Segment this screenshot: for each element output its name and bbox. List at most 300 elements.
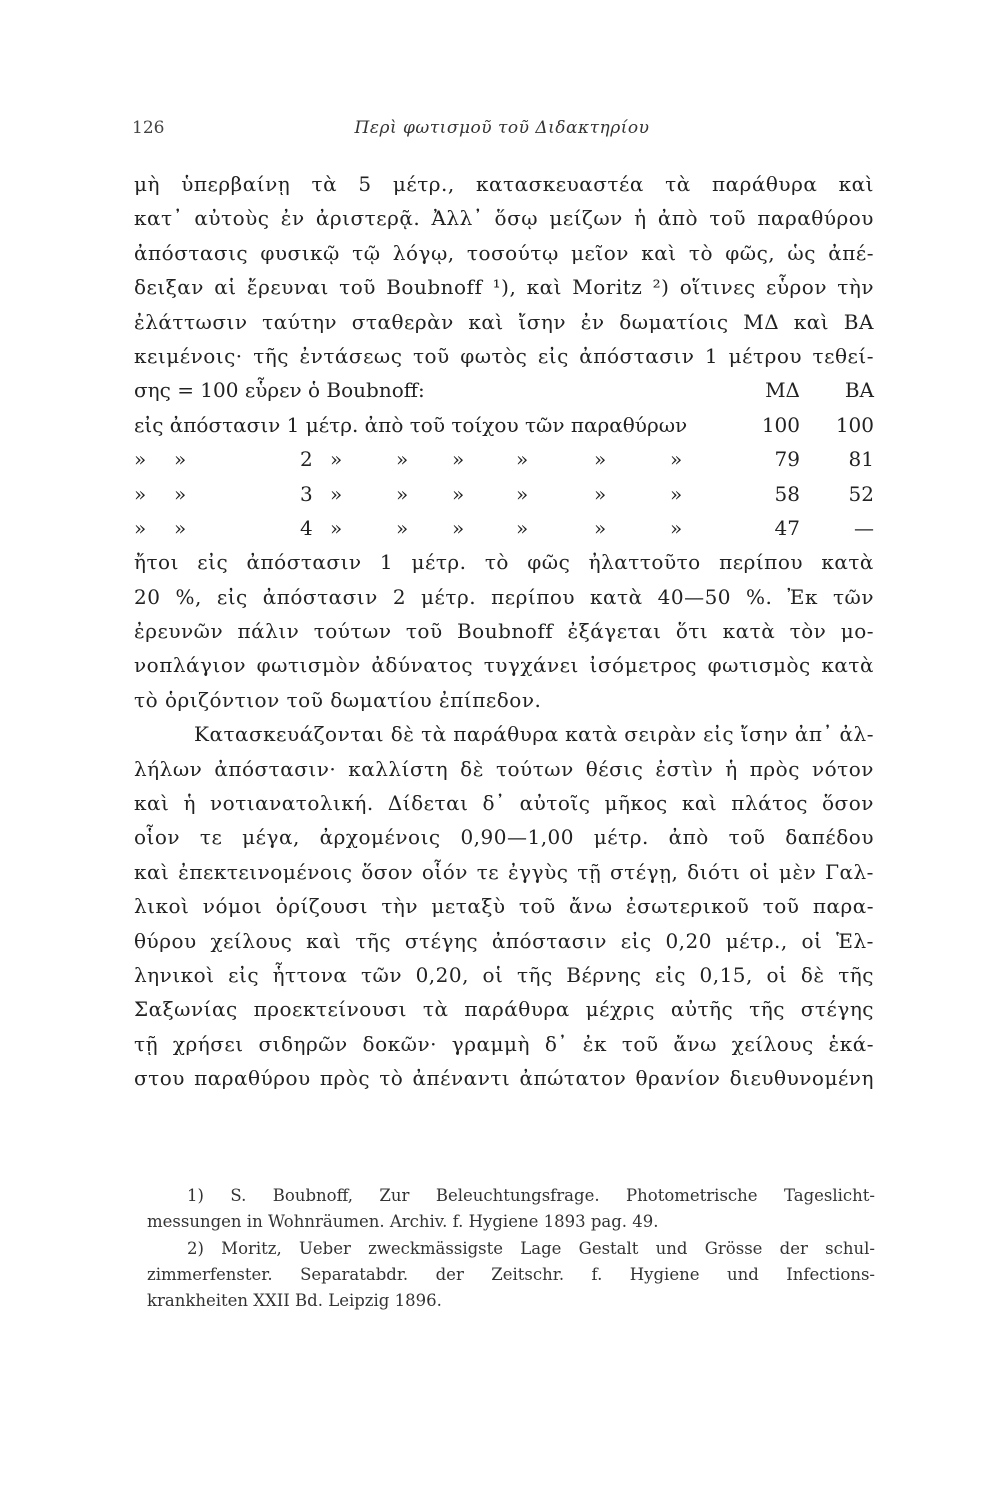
word: πλάτος — [731, 791, 808, 816]
word: τε — [476, 859, 500, 884]
word: Lage — [520, 1238, 562, 1258]
word: καὶ — [306, 928, 342, 953]
word: τυγχάνει — [483, 653, 579, 678]
word: ἐξάγεται — [567, 619, 662, 644]
word: ἰσόμετρος — [589, 653, 697, 678]
word: 1 — [704, 343, 719, 368]
word: Moritz, — [221, 1238, 282, 1258]
text-line: τὸ ὁριζόντιον τοῦ δωματίου ἐπίπεδον. — [134, 687, 542, 712]
word: θύρου — [134, 928, 197, 953]
word: μείζων — [549, 206, 623, 231]
value-va: — — [854, 515, 874, 540]
text-line — [134, 1061, 874, 1095]
ditto-mark: » — [594, 481, 607, 506]
table-row — [134, 408, 874, 442]
ditto-mark: » — [452, 447, 465, 472]
word: κατὰ — [821, 653, 874, 678]
body-text — [134, 167, 874, 1096]
word: τὸ — [484, 550, 509, 575]
word: Ἑλ- — [836, 928, 874, 953]
word: ἴσην — [740, 722, 789, 747]
word: παράθυρα — [464, 997, 570, 1022]
word: δωματίοις — [619, 309, 729, 334]
word: δὲ — [800, 962, 825, 987]
word: δὲ — [460, 756, 484, 781]
footnote-line — [147, 1262, 875, 1288]
word: παρα- — [812, 894, 874, 919]
distance-value: 3 — [300, 481, 313, 506]
word: μέτρ. — [411, 550, 467, 575]
word: ἐκ — [582, 1031, 607, 1056]
word: ἡ — [183, 791, 196, 816]
word: ἐσωτερικοῦ — [625, 894, 750, 919]
word: Zeitschr. — [491, 1264, 565, 1284]
word: στέγῃ, — [610, 859, 679, 884]
word: ἀπώτατον — [519, 1066, 627, 1091]
word: der — [435, 1264, 464, 1284]
ditto-mark: » — [330, 515, 343, 540]
word: ἐλάττωσιν — [134, 309, 248, 334]
word: περίπου — [719, 550, 804, 575]
word: φωτισμὸν — [256, 653, 361, 678]
text-line — [134, 889, 874, 923]
word: τῷ — [352, 240, 381, 265]
word: ἀπόστασιν — [579, 343, 695, 368]
word: παράθυρα — [711, 172, 818, 196]
word: οἱ — [766, 962, 788, 987]
word: 1 — [379, 550, 394, 575]
word: 2) — [187, 1238, 204, 1258]
word: ὅσον — [361, 859, 414, 884]
word: μῆκος — [604, 791, 668, 816]
word: καὶ — [793, 309, 830, 334]
text-line — [134, 1027, 874, 1061]
text-line — [134, 820, 874, 854]
word: μέγα, — [242, 825, 300, 850]
word: κατ᾽ — [134, 206, 184, 231]
page-number: 126 — [132, 118, 165, 138]
word: ἐγγὺς — [507, 859, 569, 884]
word: τεθεί- — [812, 343, 874, 368]
word: Ueber — [298, 1238, 351, 1258]
word: ἀλ- — [839, 722, 874, 747]
word: zweckmässigste — [368, 1238, 504, 1258]
word: μεῖον — [571, 240, 629, 265]
ditto-mark: » — [134, 447, 147, 472]
word: ἐν — [280, 206, 305, 231]
word: κατὰ — [722, 619, 776, 644]
word: μὲν — [778, 859, 817, 884]
word: μέτρ., — [725, 928, 788, 953]
word: τε — [199, 825, 223, 850]
text-line — [134, 958, 874, 992]
word: τῆς — [253, 343, 289, 368]
text-line — [134, 545, 874, 579]
distance-value: 4 — [300, 515, 313, 540]
ditto-mark: » — [396, 447, 409, 472]
word: und — [726, 1264, 759, 1284]
word: ἐρευνῶν — [134, 619, 224, 644]
word: οἱ — [749, 859, 771, 884]
word: φῶς, — [725, 240, 776, 265]
word: νότον — [811, 756, 874, 781]
value-ma: 47 — [774, 515, 800, 540]
word: f. — [591, 1264, 603, 1284]
word: μέτρ., — [392, 172, 455, 196]
word: ἀπέ- — [828, 240, 874, 265]
word: Photometrische — [626, 1186, 758, 1205]
footnote-line — [147, 1236, 875, 1262]
word: αὐτῆς — [670, 997, 734, 1022]
word: ἀπὸ — [668, 825, 709, 850]
text-line — [134, 855, 874, 889]
ditto-mark: » — [670, 481, 683, 506]
word: τὴν — [837, 275, 874, 300]
word: ἧττονα — [272, 962, 348, 987]
word: εἰς — [620, 928, 652, 953]
word: τὸ — [688, 240, 713, 265]
word: Boubnoff — [386, 275, 483, 300]
word: στέγης — [404, 928, 479, 953]
word: ὅσῳ — [494, 206, 539, 231]
word: Boubnoff — [456, 619, 554, 644]
word: εἰς — [228, 962, 260, 987]
word: παραθύρου — [194, 1066, 311, 1091]
ditto-mark: » — [396, 515, 409, 540]
word: Separatabdr. — [300, 1264, 409, 1284]
word: ἐν — [580, 309, 605, 334]
word: %. — [746, 584, 773, 609]
word: καὶ — [526, 275, 562, 300]
word: διευθυνομένη — [729, 1066, 874, 1091]
word: ἀπὸ — [657, 206, 699, 231]
word: αὐτοὺς — [194, 206, 270, 231]
word: ὁρίζουσι — [275, 894, 368, 919]
word: Βέρνης — [566, 962, 642, 987]
word: θέσις — [585, 756, 644, 781]
word: καὶ — [681, 791, 718, 816]
word: τῆς — [355, 928, 392, 953]
word: ἴσην — [518, 309, 567, 334]
word: γραμμὴ — [451, 1031, 530, 1056]
word: καὶ — [134, 791, 170, 816]
word: τῇ — [134, 1031, 159, 1056]
value-ma: 79 — [774, 447, 800, 472]
word: καὶ — [134, 859, 170, 884]
word: οἷόν — [421, 859, 468, 884]
word: τοῦ — [412, 343, 450, 368]
word: δαπέδου — [785, 825, 874, 850]
word: οἱ — [482, 962, 504, 987]
word: ἀδύνατος — [371, 653, 474, 678]
word: μὴ — [134, 172, 160, 196]
word: νόμοι — [202, 894, 263, 919]
word: Tageslicht- — [784, 1186, 875, 1205]
word: τῶν — [832, 584, 874, 609]
value-va: 81 — [848, 447, 874, 472]
ditto-mark: » — [516, 481, 529, 506]
text-line — [134, 752, 874, 786]
word: Δίδεται — [387, 791, 469, 816]
word: τὸν — [789, 619, 827, 644]
word: τὴν — [381, 894, 419, 919]
word: schul- — [825, 1238, 875, 1258]
word: τοῦ — [728, 825, 766, 850]
word: Beleuchtungsfrage. — [435, 1186, 600, 1205]
word: ἔρευναι — [246, 275, 329, 300]
word: χείλους — [210, 928, 293, 953]
word: ²) — [652, 275, 670, 300]
word: νοτιανατολική. — [210, 791, 374, 816]
word: τοῦ — [405, 619, 443, 644]
word: μεταξὺ — [431, 894, 506, 919]
ditto-mark: » — [516, 515, 529, 540]
ditto-mark: » — [330, 447, 343, 472]
word: κατὰ — [565, 722, 618, 747]
word: καὶ — [641, 240, 677, 265]
word: δειξαν — [134, 275, 204, 300]
value-va: 100 — [835, 412, 874, 437]
word: οἱ — [801, 928, 823, 953]
ditto-mark: » — [330, 481, 343, 506]
word: ληνικοὶ — [134, 962, 215, 987]
word: χείλους — [731, 1031, 814, 1056]
word: 0,20, — [415, 962, 469, 987]
word: %, — [175, 584, 202, 609]
table-header-row — [134, 373, 874, 407]
word: νοπλάγιον — [134, 653, 247, 678]
word: περίπου — [491, 584, 576, 609]
word: δ᾽ — [544, 1031, 568, 1056]
word: S. — [230, 1186, 247, 1205]
word: 0,15, — [699, 962, 753, 987]
word: φωτισμὸς — [707, 653, 811, 678]
text-line — [134, 717, 874, 751]
word: προεκτείνουσι — [253, 997, 408, 1022]
word: ἀρχομένοις — [319, 825, 441, 850]
row-label: εἰς ἀπόστασιν 1 μέτρ. ἀπὸ τοῦ τοίχου τῶν παραθύρων — [134, 412, 688, 437]
word: καλλίστη — [348, 756, 449, 781]
word: ἐντάσεως — [299, 343, 403, 368]
word: 0,90—1,00 — [460, 825, 574, 850]
word: der — [779, 1238, 808, 1258]
word: εἰς — [703, 722, 735, 747]
ditto-mark: » — [134, 481, 147, 506]
text-line — [134, 167, 874, 201]
word: ἡ — [725, 756, 738, 781]
word: ἀπέναντι — [412, 1066, 511, 1091]
word: 40—50 — [657, 584, 732, 609]
word: ὡς — [787, 240, 816, 265]
word: μέτρου — [728, 343, 803, 368]
word: Boubnoff, — [272, 1186, 353, 1205]
text-line — [134, 992, 874, 1026]
column-header-va: ΒΑ — [844, 378, 874, 403]
word: λόγῳ, — [392, 240, 455, 265]
word: τῶν — [360, 962, 402, 987]
word: Κατασκευάζονται — [194, 722, 385, 747]
word: τῆς — [838, 962, 874, 987]
word: τοῦ — [762, 894, 800, 919]
table-row — [134, 442, 874, 476]
word: zimmerfenster. — [147, 1264, 273, 1284]
word: Grösse — [704, 1238, 763, 1258]
word: ἄνω — [673, 1031, 717, 1056]
footnote-line: messungen in Wohnräumen. Archiv. f. Hygiene 1893 pag. 49. — [147, 1212, 659, 1232]
word: ἀπόστασιν — [262, 584, 378, 609]
word: λικοὶ — [134, 894, 190, 919]
text-line — [134, 339, 874, 373]
word: μέτρ. — [421, 584, 477, 609]
word: ἀπ᾽ — [794, 722, 833, 747]
value-ma: 58 — [774, 481, 800, 506]
word: πρὸς — [319, 1066, 371, 1091]
word: und — [655, 1238, 688, 1258]
word: ἀπόστασιν — [246, 550, 362, 575]
column-header-ma: ΜΔ — [765, 378, 800, 403]
distance-value: 2 — [300, 447, 313, 472]
ditto-mark: » — [670, 515, 683, 540]
word: καὶ — [838, 172, 874, 196]
word: Γαλ- — [825, 859, 874, 884]
word: ὅσον — [822, 791, 874, 816]
word: αἱ — [214, 275, 237, 300]
word: φωτὸς — [460, 343, 528, 368]
text-line — [134, 614, 874, 648]
word: σειρὰν — [624, 722, 697, 747]
word: δ᾽ — [482, 791, 506, 816]
word: ἐπεκτεινομένοις — [178, 859, 353, 884]
word: Ἀλλ᾽ — [431, 206, 484, 231]
word: μέτρ. — [593, 825, 649, 850]
word: παράθυρα — [453, 722, 559, 747]
text-line — [134, 270, 874, 304]
word: ἄνω — [569, 894, 613, 919]
word: ἀπόστασιν· — [214, 756, 337, 781]
word: τοῦ — [518, 894, 556, 919]
word: τὰ — [421, 722, 447, 747]
word: τοσούτῳ — [466, 240, 559, 265]
ditto-mark: » — [516, 447, 529, 472]
ditto-mark: » — [452, 481, 465, 506]
ditto-mark: » — [594, 447, 607, 472]
footnote-line: krankheiten XXII Bd. Leipzig 1896. — [147, 1291, 442, 1311]
value-ma: 100 — [761, 412, 800, 437]
word: κατὰ — [590, 584, 643, 609]
word: 1) — [187, 1186, 204, 1205]
text-line — [134, 786, 874, 820]
word: λήλων — [134, 756, 203, 781]
word: τὰ — [311, 172, 338, 196]
word: σιδηρῶν — [258, 1031, 348, 1056]
word: ἐστὶν — [655, 756, 714, 781]
word: τούτων — [495, 756, 574, 781]
word: κατασκευαστέα — [476, 172, 644, 196]
word: τούτων — [313, 619, 392, 644]
word: τοῦ — [339, 275, 376, 300]
word: τὰ — [665, 172, 691, 196]
word: παραθύρου — [757, 206, 874, 231]
word: εἰς — [216, 584, 248, 609]
word: ¹), — [492, 275, 517, 300]
word: 0,20 — [665, 928, 712, 953]
word: 2 — [392, 584, 407, 609]
word: τοῦ — [621, 1031, 659, 1056]
word: ΒΑ — [843, 309, 874, 334]
text-line — [134, 648, 874, 682]
ditto-mark: » — [396, 481, 409, 506]
word: τὸ — [379, 1066, 404, 1091]
word: τῆς — [749, 997, 785, 1022]
word: οἷον — [134, 825, 181, 850]
word: ἡ — [634, 206, 647, 231]
footnotes — [147, 1183, 875, 1314]
word: κειμένοις· — [134, 343, 243, 368]
text-line — [134, 580, 874, 614]
word: τῇ — [577, 859, 602, 884]
word: Gestalt — [578, 1238, 639, 1258]
word: αὐτοῖς — [519, 791, 591, 816]
ditto-mark: » — [174, 515, 187, 540]
ditto-mark: » — [174, 447, 187, 472]
word: ὅτι — [675, 619, 709, 644]
value-va: 52 — [848, 481, 874, 506]
word: φῶς — [527, 550, 571, 575]
ditto-mark: » — [452, 515, 465, 540]
word: τῆς — [516, 962, 553, 987]
word: ἠλαττοῦτο — [588, 550, 701, 575]
word: ἑκά- — [828, 1031, 874, 1056]
footnote-line — [147, 1183, 875, 1209]
word: δοκῶν· — [362, 1031, 437, 1056]
running-title: Περὶ φωτισμοῦ τοῦ Διδακτηρίου — [354, 118, 650, 138]
word: 20 — [134, 584, 161, 609]
word: τὰ — [422, 997, 449, 1022]
word: Ἐκ — [787, 584, 818, 609]
word: μέχρις — [585, 997, 655, 1022]
word: θρανίον — [635, 1066, 721, 1091]
word: ἀπόστασις — [134, 240, 249, 265]
word: ἤτοι — [134, 550, 179, 575]
text-line — [134, 924, 874, 958]
word: εὗρον — [766, 275, 827, 300]
word: εἰς — [655, 962, 686, 987]
word: οἵτινες — [679, 275, 756, 300]
word: ταύτην — [262, 309, 338, 334]
word: πρὸς — [749, 756, 800, 781]
word: πάλιν — [237, 619, 300, 644]
table-row — [134, 511, 874, 545]
ditto-mark: » — [670, 447, 683, 472]
word: τοῦ — [709, 206, 747, 231]
ditto-mark: » — [174, 481, 187, 506]
word: στέγης — [800, 997, 874, 1022]
text-line — [134, 305, 874, 339]
word: ΜΔ — [743, 309, 780, 334]
ditto-mark: » — [134, 515, 147, 540]
ditto-mark: » — [594, 515, 607, 540]
word: Moritz — [572, 275, 643, 300]
word: διότι — [687, 859, 741, 884]
word: Zur — [379, 1186, 410, 1205]
word: δὲ — [390, 722, 415, 747]
word: μο- — [840, 619, 874, 644]
word: ὑπερβαίνῃ — [181, 172, 291, 196]
word: φυσικῷ — [260, 240, 340, 265]
word: εἰς — [197, 550, 229, 575]
word: στου — [134, 1066, 185, 1091]
word: 5 — [358, 172, 372, 196]
